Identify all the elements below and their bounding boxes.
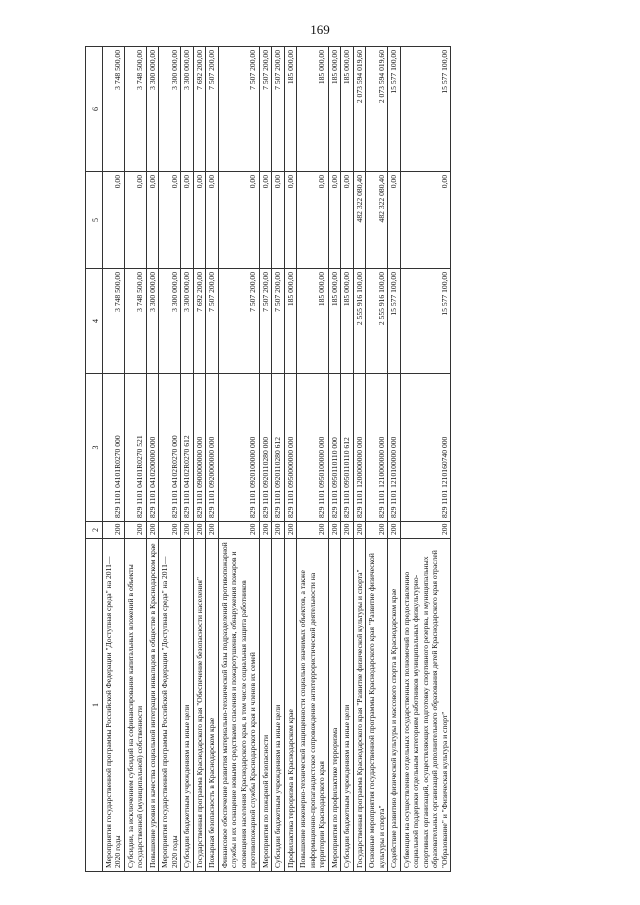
row-total-cell: 7 507 200,00: [206, 47, 218, 172]
row-total-cell: 7 692 200,00: [193, 47, 205, 172]
table-row: [388, 47, 400, 872]
row-change-cell: 0,00: [259, 172, 271, 269]
row-amount-cell: 185 000,00: [328, 269, 340, 374]
row-name-cell: Субвенции на осуществление отдельных государственных полномочий по предоставлению социальной поддержки отдельным категориям работников муниципальных физкультурно-спортивных организаций, осуществляющих подготовку спортивного резерва, и муниципальных образовательных организаций дополнительного образования детей Краснодарского края отраслей "Образование" и "Физическая культура и спорт": [400, 539, 450, 872]
col-header-2: 2: [86, 522, 103, 539]
col-header-5: 5: [86, 172, 103, 269]
row-code-cell: 200: [366, 522, 388, 539]
row-kbk-cell: 829 1101 0950000000 000: [284, 374, 296, 522]
table-row: [218, 47, 259, 872]
row-total-cell: 2 073 594 019,60: [353, 47, 365, 172]
row-name-cell: Государственная программа Краснодарского края "Обеспечение безопасности населения": [193, 539, 205, 872]
row-name-cell: Повышение инженерно-технической защищенности социально значимых объектов, а также информационно-пропагандистское сопровождение антитеррористической деятельности на территории Краснодарского края: [297, 539, 328, 872]
row-kbk-cell: 829 1101 04102R0270 612: [181, 374, 193, 522]
row-change-cell: 482 322 080,40: [366, 172, 388, 269]
row-kbk-cell: 829 1101 0920000000 000: [206, 374, 218, 522]
row-amount-cell: 15 577 100,00: [400, 269, 450, 374]
table-row: [353, 47, 365, 872]
row-code-cell: 200: [388, 522, 400, 539]
row-kbk-cell: 829 1101 0410200000 000: [146, 374, 158, 522]
row-amount-cell: 185 000,00: [341, 269, 353, 374]
page-number: 169: [310, 22, 330, 37]
row-code-cell: 200: [272, 522, 284, 539]
row-total-cell: 185 000,00: [284, 47, 296, 172]
row-name-cell: Мероприятия по профилактике терроризма: [328, 539, 340, 872]
row-change-cell: 0,00: [328, 172, 340, 269]
row-code-cell: 200: [284, 522, 296, 539]
row-amount-cell: 3 300 000,00: [181, 269, 193, 374]
table-row: [124, 47, 146, 872]
table-row: [181, 47, 193, 872]
row-kbk-cell: 829 1101 04101R0270 521: [124, 374, 146, 522]
table-row: [146, 47, 158, 872]
table-row: [366, 47, 388, 872]
row-code-cell: 200: [159, 522, 181, 539]
table-row: [103, 47, 125, 872]
row-name-cell: Субсидии бюджетным учреждениям на иные цели: [272, 539, 284, 872]
row-kbk-cell: 829 1101 0900000000 000: [193, 374, 205, 522]
row-change-cell: 0,00: [284, 172, 296, 269]
row-code-cell: 200: [181, 522, 193, 539]
row-name-cell: Содействие развитию физической культуры и массового спорта в Краснодарском крае: [388, 539, 400, 872]
row-name-cell: Профилактика терроризма в Краснодарском крае: [284, 539, 296, 872]
row-change-cell: 0,00: [218, 172, 259, 269]
table-row: [259, 47, 271, 872]
row-kbk-cell: 829 1101 1210000000 000: [366, 374, 388, 522]
row-change-cell: 0,00: [181, 172, 193, 269]
row-code-cell: 200: [206, 522, 218, 539]
table-row: [193, 47, 205, 872]
row-total-cell: 3 300 000,00: [181, 47, 193, 172]
row-amount-cell: 15 577 100,00: [388, 269, 400, 374]
row-change-cell: 0,00: [388, 172, 400, 269]
rotated-table-wrapper: [85, 47, 630, 872]
row-change-cell: 0,00: [206, 172, 218, 269]
table-row: [400, 47, 450, 872]
row-total-cell: 15 577 100,00: [388, 47, 400, 172]
table-body: [103, 47, 451, 872]
table-row: [272, 47, 284, 872]
table-row: [206, 47, 218, 872]
row-kbk-cell: 829 1101 1200000000 000: [353, 374, 365, 522]
row-code-cell: 200: [124, 522, 146, 539]
row-total-cell: 15 577 100,00: [400, 47, 450, 172]
row-amount-cell: 3 748 500,00: [124, 269, 146, 374]
row-code-cell: 200: [146, 522, 158, 539]
row-change-cell: 0,00: [341, 172, 353, 269]
row-total-cell: 3 300 000,00: [159, 47, 181, 172]
row-kbk-cell: 829 1101 1210100000 000: [388, 374, 400, 522]
row-code-cell: 200: [103, 522, 125, 539]
row-kbk-cell: 829 1101 04101R0270 000: [103, 374, 125, 522]
row-kbk-cell: 829 1101 0950110110 000: [328, 374, 340, 522]
table-row: [284, 47, 296, 872]
row-change-cell: 0,00: [159, 172, 181, 269]
row-kbk-cell: 829 1101 0920110280 000: [259, 374, 271, 522]
row-name-cell: Пожарная безопасность в Краснодарском крае: [206, 539, 218, 872]
row-amount-cell: 185 000,00: [284, 269, 296, 374]
row-name-cell: Финансовое обеспечение развития материально-технической базы подразделений противопожарной службы и их оснащение новыми средствами спасения и пожаротушения, обнаружения пожаров и оповещения населения Краснодарского края, в том числе социальная защита работников противопожарной службы Краснодарского края и членов их семей: [218, 539, 259, 872]
row-total-cell: 3 748 500,00: [124, 47, 146, 172]
row-name-cell: Основные мероприятия государственной программы Краснодарского края "Развитие физической культуры и спорта": [366, 539, 388, 872]
row-amount-cell: 3 300 000,00: [159, 269, 181, 374]
row-name-cell: Мероприятия государственной программы Российской Федерации "Доступная среда" на 2011—2020 годы: [159, 539, 181, 872]
row-change-cell: 0,00: [272, 172, 284, 269]
col-header-3: 3: [86, 374, 103, 522]
table-row: [159, 47, 181, 872]
row-change-cell: 0,00: [103, 172, 125, 269]
col-header-4: 4: [86, 269, 103, 374]
budget-table: [85, 46, 451, 872]
row-amount-cell: 3 300 000,00: [146, 269, 158, 374]
row-name-cell: Мероприятия по пожарной безопасности: [259, 539, 271, 872]
row-name-cell: Субсидии, за исключением субсидий на софинансирование капитальных вложений в объекты государственной (муниципальной) собственности: [124, 539, 146, 872]
row-amount-cell: 2 555 916 100,00: [366, 269, 388, 374]
row-code-cell: 200: [400, 522, 450, 539]
row-total-cell: 3 748 500,00: [103, 47, 125, 172]
row-amount-cell: 7 507 200,00: [218, 269, 259, 374]
header-row: [86, 47, 103, 872]
row-code-cell: 200: [297, 522, 328, 539]
row-code-cell: 200: [353, 522, 365, 539]
row-code-cell: 200: [259, 522, 271, 539]
row-code-cell: 200: [218, 522, 259, 539]
table-row: [341, 47, 353, 872]
row-code-cell: 200: [341, 522, 353, 539]
col-header-1: 1: [86, 539, 103, 872]
row-kbk-cell: 829 1101 0950110110 612: [341, 374, 353, 522]
row-total-cell: 7 507 200,00: [259, 47, 271, 172]
row-name-cell: Государственная программа Краснодарского края "Развитие физической культуры и спорта": [353, 539, 365, 872]
row-name-cell: Повышение уровня и качества социальной интеграции инвалидов в обществе в Краснодарском крае: [146, 539, 158, 872]
row-total-cell: 185 000,00: [328, 47, 340, 172]
row-amount-cell: 2 555 916 100,00: [353, 269, 365, 374]
row-kbk-cell: 829 1101 0950100000 000: [297, 374, 328, 522]
row-total-cell: 7 507 200,00: [218, 47, 259, 172]
row-change-cell: 482 322 080,40: [353, 172, 365, 269]
row-amount-cell: 3 748 500,00: [103, 269, 125, 374]
row-kbk-cell: 829 1101 0920100000 000: [218, 374, 259, 522]
row-total-cell: 185 000,00: [341, 47, 353, 172]
table-row: [328, 47, 340, 872]
row-total-cell: 185 000,00: [297, 47, 328, 172]
row-kbk-cell: 829 1101 1210160740 000: [400, 374, 450, 522]
row-change-cell: 0,00: [297, 172, 328, 269]
row-amount-cell: 7 507 200,00: [259, 269, 271, 374]
row-amount-cell: 7 507 200,00: [272, 269, 284, 374]
row-code-cell: 200: [193, 522, 205, 539]
row-amount-cell: 7 507 200,00: [206, 269, 218, 374]
row-change-cell: 0,00: [193, 172, 205, 269]
row-kbk-cell: 829 1101 0920110280 612: [272, 374, 284, 522]
row-amount-cell: 185 000,00: [297, 269, 328, 374]
row-total-cell: 2 073 594 019,60: [366, 47, 388, 172]
row-change-cell: 0,00: [124, 172, 146, 269]
row-total-cell: 3 300 000,00: [146, 47, 158, 172]
row-total-cell: 7 507 200,00: [272, 47, 284, 172]
row-change-cell: 0,00: [146, 172, 158, 269]
row-name-cell: Мероприятия государственной программы Российской Федерации "Доступная среда" на 2011—2020 годы: [103, 539, 125, 872]
row-change-cell: 0,00: [400, 172, 450, 269]
row-amount-cell: 7 692 200,00: [193, 269, 205, 374]
row-name-cell: Субсидии бюджетным учреждениям на иные цели: [181, 539, 193, 872]
table-row: [297, 47, 328, 872]
row-kbk-cell: 829 1101 04102R0270 000: [159, 374, 181, 522]
row-code-cell: 200: [328, 522, 340, 539]
row-name-cell: Субсидии бюджетным учреждениям на иные цели: [341, 539, 353, 872]
col-header-6: 6: [86, 47, 103, 172]
